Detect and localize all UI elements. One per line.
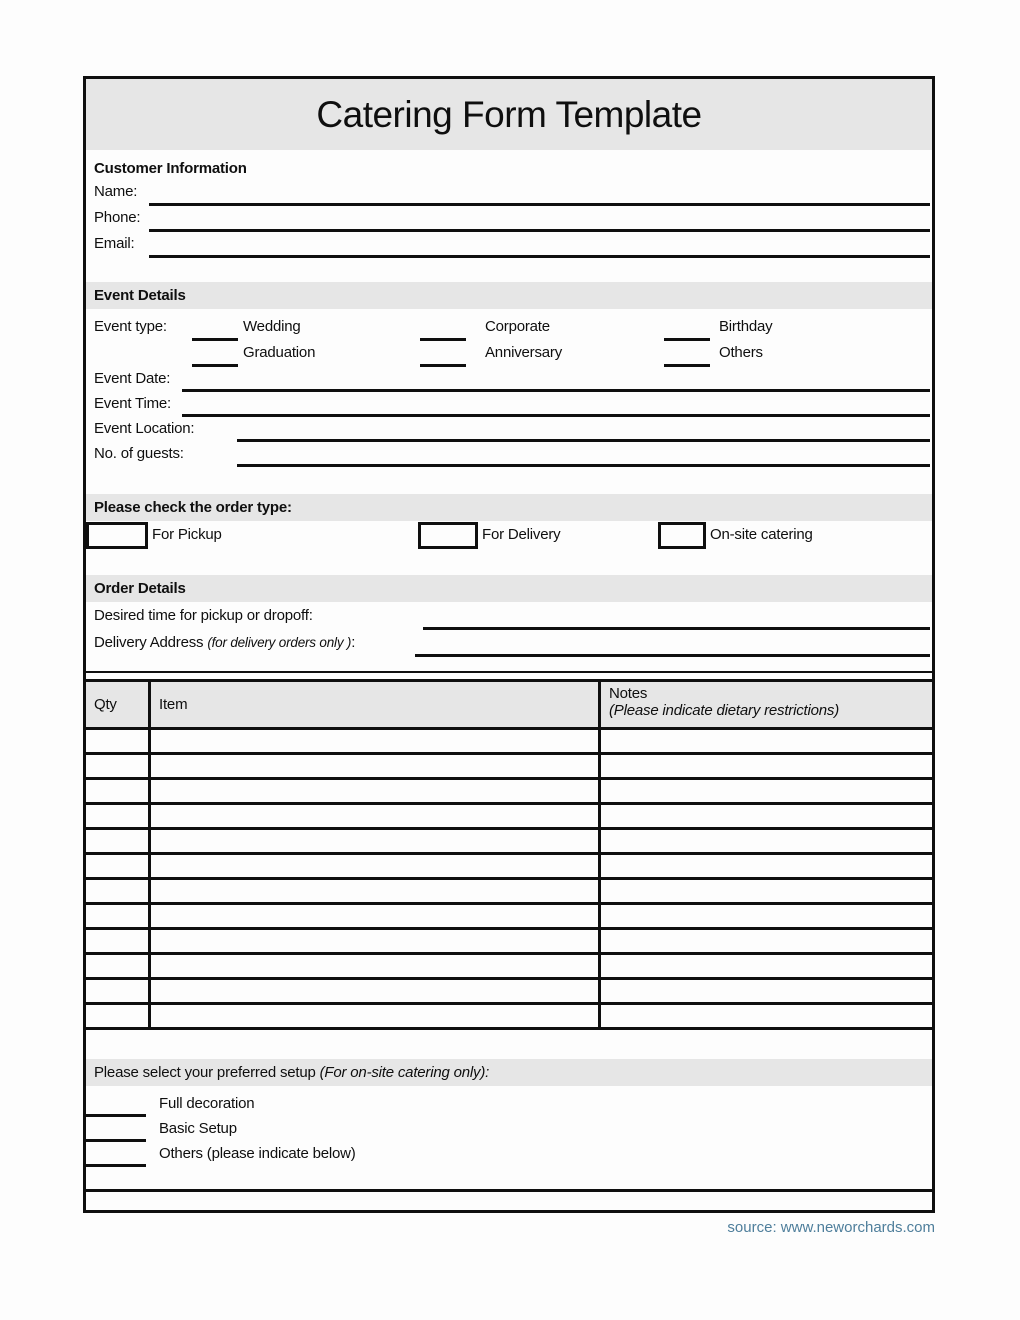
setup-bar — [86, 1059, 932, 1086]
notes-cell[interactable] — [601, 880, 932, 902]
notes-cell[interactable] — [601, 780, 932, 802]
setup-others-label: Others (please indicate below) — [159, 1145, 356, 1162]
name-field-row — [86, 180, 932, 206]
pickup-checkbox[interactable] — [86, 522, 148, 549]
item-cell[interactable] — [151, 730, 601, 752]
qty-cell[interactable] — [86, 955, 151, 977]
basic-setup-label: Basic Setup — [159, 1120, 237, 1137]
event-details-bar — [86, 282, 932, 309]
bottom-divider — [86, 1189, 932, 1192]
item-cell[interactable] — [151, 905, 601, 927]
item-cell[interactable] — [151, 955, 601, 977]
table-row — [86, 1005, 932, 1030]
customer-info-heading: Customer Information — [94, 160, 247, 177]
delivery-label: For Delivery — [482, 526, 561, 543]
item-cell[interactable] — [151, 880, 601, 902]
setup-heading: Please select your preferred setup (For on-site catering only): — [94, 1064, 490, 1081]
spacer-row — [86, 657, 932, 673]
full-decoration-label: Full decoration — [159, 1095, 255, 1112]
order-details-heading: Order Details — [94, 580, 186, 597]
notes-cell[interactable] — [601, 980, 932, 1002]
qty-cell[interactable] — [86, 855, 151, 877]
table-row — [86, 730, 932, 755]
event-time-label: Event Time: — [94, 395, 171, 412]
event-type-row-2 — [86, 341, 932, 367]
email-input-line[interactable] — [149, 255, 930, 258]
notes-header: Notes (Please indicate dietary restrictions) — [609, 685, 839, 719]
setup-others-blank-line[interactable] — [86, 1164, 146, 1167]
table-row — [86, 780, 932, 805]
graduation-label: Graduation — [243, 344, 316, 361]
email-label: Email: — [94, 235, 135, 252]
guests-label: No. of guests: — [94, 445, 184, 462]
notes-cell[interactable] — [601, 805, 932, 827]
table-row — [86, 855, 932, 880]
birthday-label: Birthday — [719, 318, 773, 335]
event-location-label: Event Location: — [94, 420, 195, 437]
table-row — [86, 955, 932, 980]
event-type-row-1 — [86, 315, 932, 341]
wedding-label: Wedding — [243, 318, 301, 335]
catering-form — [83, 76, 935, 1213]
order-details-bar — [86, 575, 932, 602]
table-header-row — [86, 682, 932, 730]
qty-cell[interactable] — [86, 830, 151, 852]
notes-cell[interactable] — [601, 855, 932, 877]
onsite-label: On-site catering — [710, 526, 813, 543]
notes-cell[interactable] — [601, 830, 932, 852]
event-time-row — [86, 392, 932, 417]
guests-row — [86, 442, 932, 467]
setup-option-row — [86, 1142, 932, 1167]
notes-cell[interactable] — [601, 955, 932, 977]
item-cell[interactable] — [151, 855, 601, 877]
anniversary-label: Anniversary — [485, 344, 562, 361]
table-row — [86, 830, 932, 855]
item-cell[interactable] — [151, 980, 601, 1002]
qty-cell[interactable] — [86, 880, 151, 902]
event-location-row — [86, 417, 932, 442]
notes-cell[interactable] — [601, 755, 932, 777]
onsite-checkbox[interactable] — [658, 522, 706, 549]
qty-cell[interactable] — [86, 1005, 151, 1027]
guests-line[interactable] — [237, 464, 930, 467]
table-body — [86, 730, 932, 1030]
delivery-address-row — [86, 630, 932, 657]
phone-label: Phone: — [94, 209, 141, 226]
item-cell[interactable] — [151, 780, 601, 802]
delivery-address-line[interactable] — [415, 654, 930, 657]
delivery-address-label: Delivery Address (for delivery orders only ): — [94, 634, 356, 651]
table-row — [86, 755, 932, 780]
desired-time-row — [86, 602, 932, 630]
event-date-row — [86, 367, 932, 392]
table-row — [86, 980, 932, 1005]
item-cell[interactable] — [151, 1005, 601, 1027]
desired-time-label: Desired time for pickup or dropoff: — [94, 607, 313, 624]
event-date-label: Event Date: — [94, 370, 171, 387]
table-row — [86, 880, 932, 905]
form-title-bar — [86, 79, 932, 150]
order-type-bar — [86, 494, 932, 521]
event-details-heading: Event Details — [94, 287, 186, 304]
qty-header: Qty — [86, 682, 151, 727]
delivery-checkbox[interactable] — [418, 522, 478, 549]
qty-cell[interactable] — [86, 905, 151, 927]
item-cell[interactable] — [151, 830, 601, 852]
qty-cell[interactable] — [86, 930, 151, 952]
order-type-heading: Please check the order type: — [94, 499, 292, 516]
setup-option-row — [86, 1092, 932, 1117]
pickup-label: For Pickup — [152, 526, 222, 543]
qty-cell[interactable] — [86, 755, 151, 777]
notes-cell[interactable] — [601, 1005, 932, 1027]
source-credit-link[interactable]: source: www.neworchards.com — [727, 1219, 935, 1236]
notes-cell[interactable] — [601, 905, 932, 927]
phone-field-row — [86, 206, 932, 232]
notes-cell[interactable] — [601, 930, 932, 952]
qty-cell[interactable] — [86, 780, 151, 802]
order-items-table — [86, 679, 932, 1030]
qty-cell[interactable] — [86, 730, 151, 752]
setup-option-row — [86, 1117, 932, 1142]
event-type-label: Event type: — [94, 318, 167, 335]
qty-cell[interactable] — [86, 980, 151, 1002]
name-label: Name: — [94, 183, 138, 200]
email-field-row — [86, 232, 932, 258]
qty-cell[interactable] — [86, 805, 151, 827]
table-row — [86, 930, 932, 955]
others-label: Others — [719, 344, 763, 361]
order-type-options-row — [86, 521, 932, 549]
table-row — [86, 905, 932, 930]
item-header: Item — [151, 682, 601, 727]
form-title: Catering Form Template — [316, 93, 702, 135]
item-cell[interactable] — [151, 805, 601, 827]
item-cell[interactable] — [151, 755, 601, 777]
item-cell[interactable] — [151, 930, 601, 952]
corporate-label: Corporate — [485, 318, 550, 335]
table-row — [86, 805, 932, 830]
notes-cell[interactable] — [601, 730, 932, 752]
